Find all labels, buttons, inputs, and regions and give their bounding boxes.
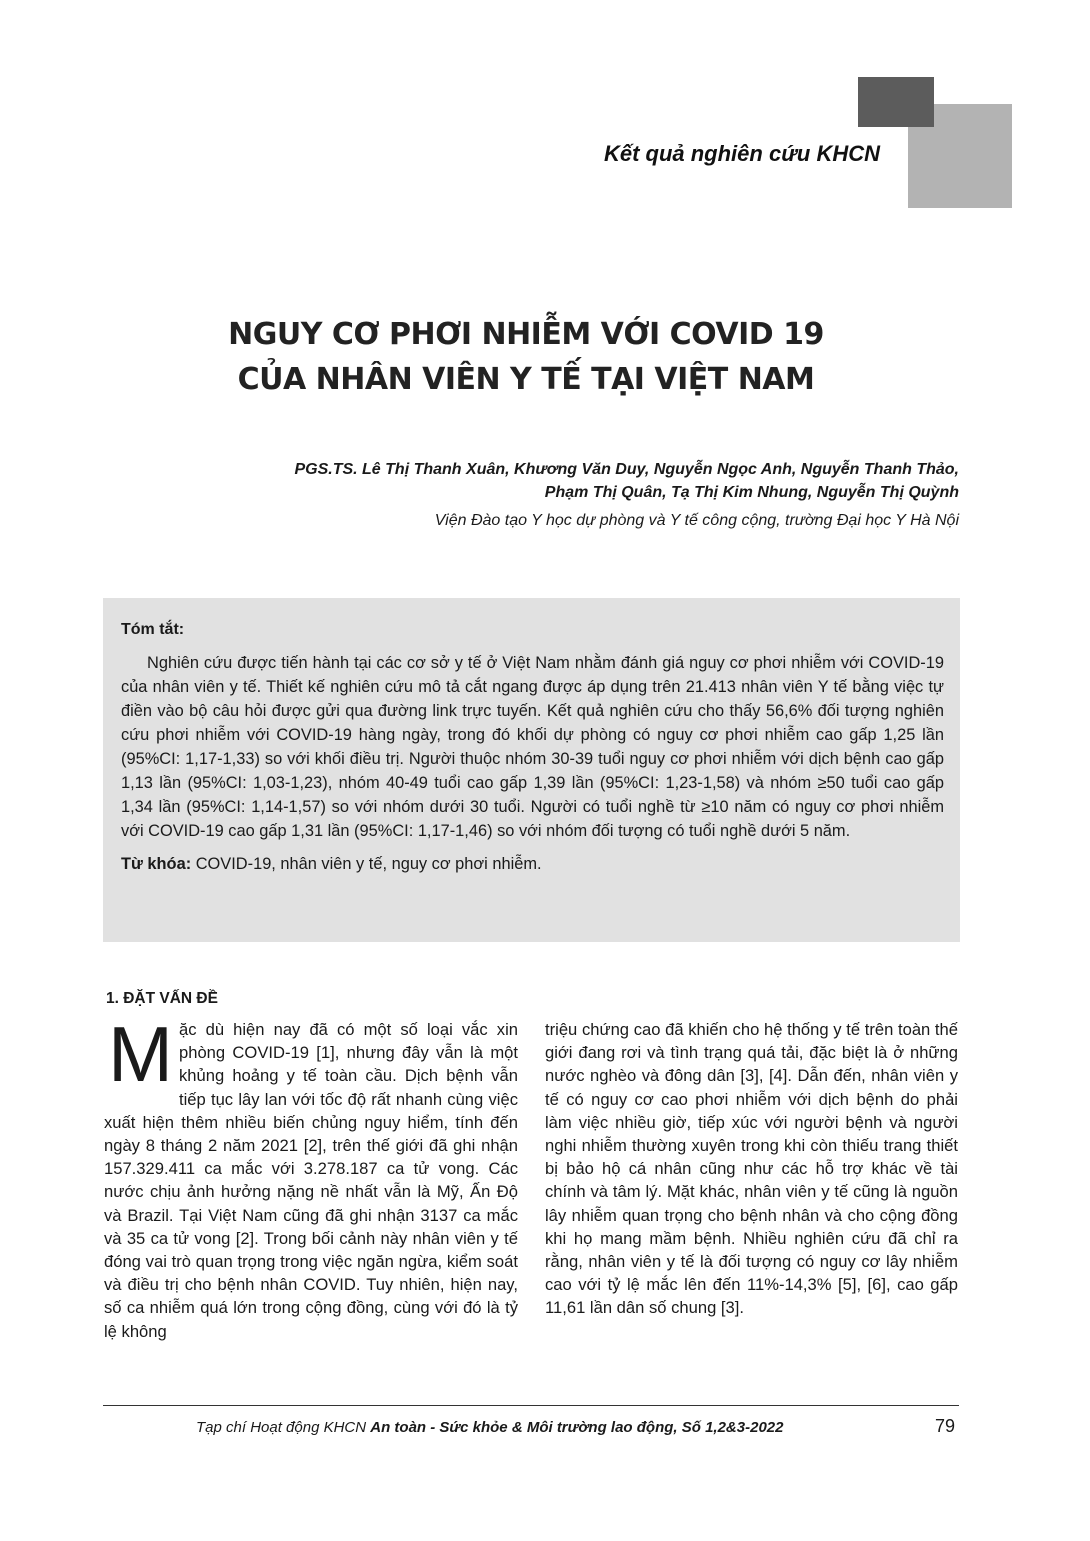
authors-line-2: Phạm Thị Quân, Tạ Thị Kim Nhung, Nguyễn Thị Quỳnh: [544, 484, 959, 501]
left-column-text: ặc dù hiện nay đã có một số loại vắc xin phòng COVID-19 [1], nhưng đây vẫn là một khủng hoảng y tế toàn cầu. Dịch bệnh vẫn tiếp tục lây lan với tốc độ rất nhanh cùng việc xuất hiện thêm nhiều biến chủng nguy hiểm, tính đến ngày 8 tháng 2 năm 2021 [2], trên thế giới đã ghi nhận 157.329.411 ca mắc với 3.278.187 ca tử vong. Các nước chịu ảnh hưởng nặng nề nhất vẫn là Mỹ, Ấn Độ và Brazil. Tại Việt Nam cũng đã ghi nhận 3137 ca mắc và 35 ca tử vong [2]. Trong bối cảnh này nhân viên y tế đóng vai trò quan trọng trong việc ngăn ngừa, kiểm soát và điều trị cho bệnh nhân COVID. Tuy nhiên, hiện nay, số ca nhiễm quá lớn trong cộng đồng, cùng với đó là tỷ lệ không: [104, 1020, 518, 1341]
decorative-square-dark: [858, 77, 934, 127]
footer-divider: [103, 1405, 959, 1406]
drop-cap: M: [108, 1010, 173, 1098]
left-column: [104, 1010, 518, 1343]
affiliation: Viện Đào tạo Y học dự phòng và Y tế công cộng, trường Đại học Y Hà Nội: [434, 512, 959, 529]
authors: [294, 458, 959, 504]
title-line-2: CỦA NHÂN VIÊN Y TẾ TẠI VIỆT NAM: [237, 362, 815, 397]
footer-journal: [196, 1419, 783, 1436]
keywords-text: COVID-19, nhân viên y tế, nguy cơ phơi nhiễm.: [191, 855, 542, 873]
section-label: Kết quả nghiên cứu KHCN: [603, 141, 880, 166]
abstract-box: [103, 598, 960, 942]
keywords: [121, 852, 944, 876]
keywords-label: Từ khóa:: [121, 855, 192, 873]
abstract-heading: Tóm tắt:: [121, 621, 185, 638]
title-line-1: NGUY CƠ PHƠI NHIỄM VỚI COVID 19: [228, 317, 824, 352]
authors-line-1: PGS.TS. Lê Thị Thanh Xuân, Khương Văn Duy, Nguyễn Ngọc Anh, Nguyễn Thanh Thảo,: [294, 461, 959, 478]
page-number: 79: [935, 1416, 956, 1436]
section-heading: 1. ĐẶT VẤN ĐỀ: [106, 990, 218, 1007]
right-column: triệu chứng cao đã khiến cho hệ thống y tế trên toàn thế giới đang rơi và tình trạng quá tải, đặc biệt là ở những nước nghèo và đông dân [3], [4]. Dẫn đến, nhân viên y tế có nguy cơ cao phơi nhiễm với dịch bệnh do phải làm việc nhiều giờ, tiếp xúc với người bệnh và người nghi nhiễm thường xuyên trong khi còn thiếu trang thiết bị bảo hộ cá nhân cũng như các hỗ trợ khác về tài chính và tâm lý. Mặt khác, nhân viên y tế cũng là nguồn lây nhiễm quan trọng cho bệnh nhân và cho cộng đồng khi họ mang mầm bệnh. Nhiều nghiên cứu đã chỉ ra rằng, nhân viên y tế là đối tượng có nguy cơ lây nhiễm cao với tỷ lệ mắc lên đến 11%-14,3% [5], [6], cao gấp 11,61 lần dân số chung [3].: [545, 1020, 958, 1318]
article-title: [0, 312, 1052, 402]
footer-prefix: Tạp chí Hoạt động KHCN: [196, 1419, 371, 1436]
footer-journal-name: An toàn - Sức khỏe & Môi trường lao động, Số 1,2&3-2022: [370, 1419, 784, 1436]
abstract-body: Nghiên cứu được tiến hành tại các cơ sở y tế ở Việt Nam nhằm đánh giá nguy cơ phơi nhiễm với COVID-19 của nhân viên y tế. Thiết kế nghiên cứu mô tả cắt ngang được áp dụng trên 21.413 nhân viên Y tế bằng việc tự điền vào bộ câu hỏi được gửi qua đường link trực tuyến. Kết quả nghiên cứu cho thấy 56,6% đối tượng nghiên cứu phơi nhiễm với COVID-19 hàng ngày, trong đó khối dự phòng có nguy cơ phơi nhiễm cao gấp 1,25 lần (95%CI: 1,17-1,33) so với khối điều trị. Người thuộc nhóm 30-39 tuổi nguy cơ phơi nhiễm với dịch bệnh cao gấp 1,13 lần (95%CI: 1,03-1,23), nhóm 40-49 tuổi cao gấp 1,39 lần (95%CI: 1,23-1,58) và nhóm ≥50 tuổi cao gấp 1,34 lần (95%CI: 1,14-1,57) so với nhóm dưới 30 tuổi. Người có tuổi nghề từ ≥10 năm có nguy cơ phơi nhiễm với COVID-19 cao gấp 1,31 lần (95%CI: 1,17-1,46) so với nhóm đối tượng có tuổi nghề dưới 5 năm.: [121, 654, 944, 840]
